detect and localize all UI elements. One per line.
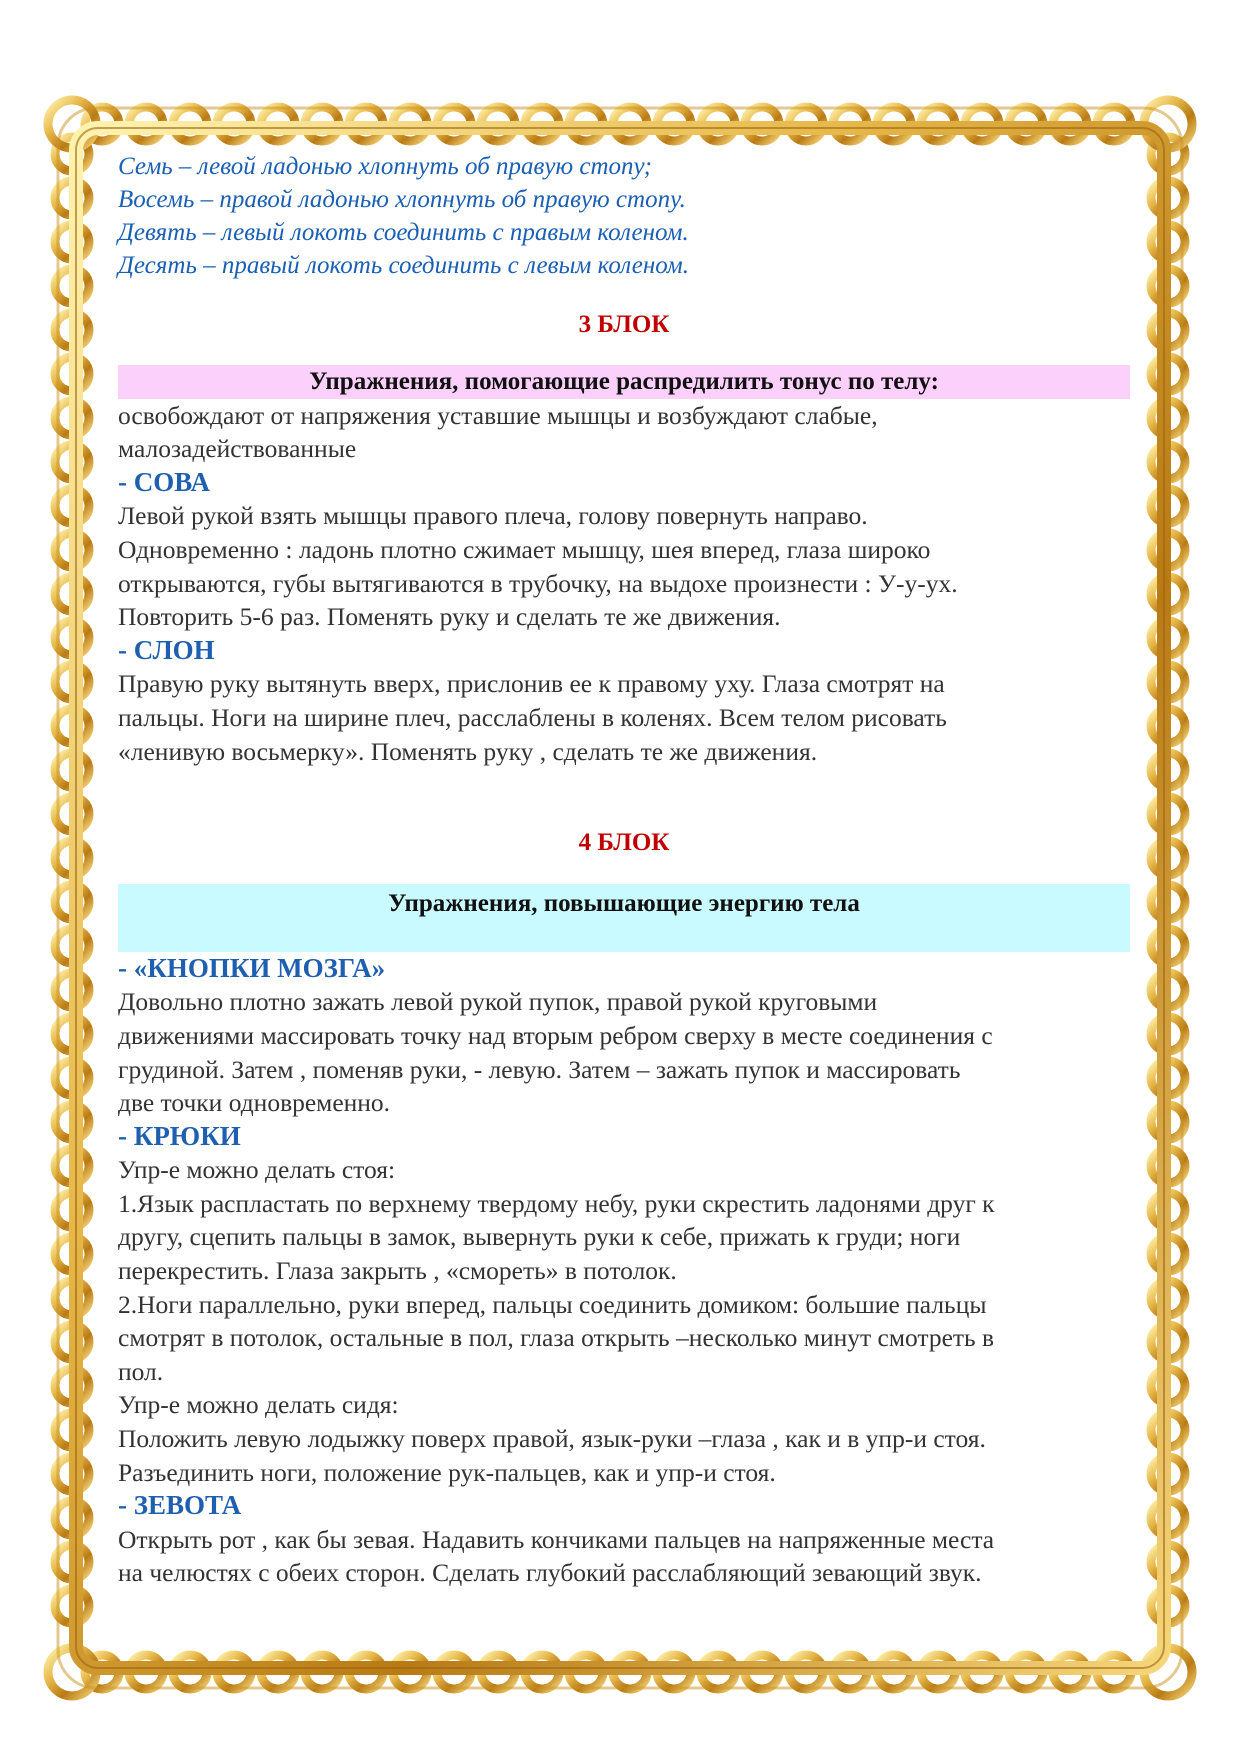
text-line: Десять – правый локоть соединить с левым коленом. [118, 252, 690, 279]
text-line: Разъединить ноги, положение рук-пальцев, как и упр-и стоя. [118, 1457, 776, 1487]
section-heading-sova: - СОВА [118, 466, 211, 497]
block-3-intro [118, 399, 1130, 466]
text-line: движениями массировать точку над вторым ребром сверху в месте соединения с [118, 1020, 993, 1050]
text-line: смотрят в потолок, остальные в пол, глаза открыть –несколько минут смотреть в [118, 1323, 995, 1353]
text-line: освобождают от напряжения уставшие мышцы и возбуждают слабые, [118, 400, 878, 430]
section-text-zevota [118, 1523, 1130, 1590]
text-line: Повторить 5-6 раз. Поменять руку и сделать те же движения. [118, 602, 781, 632]
text-line: две точки одновременно. [118, 1088, 391, 1118]
text-line: Девять – левый локоть соединить с правым коленом. [118, 219, 689, 246]
text-line: 1.Язык распластать по верхнему твердому небу, руки скрестить ладонями друг к [118, 1188, 995, 1218]
page-content [118, 150, 1130, 1590]
text-line: на челюстях с обеих сторон. Сделать глубокий расслабляющий зевающий звук. [118, 1558, 982, 1588]
text-line: Довольно плотно зажать левой рукой пупок, правой рукой круговыми [118, 987, 878, 1017]
block-3-band: Упражнения, помогающие распредилить тонус по телу: [118, 365, 1130, 399]
intro-list [118, 150, 1130, 282]
text-line: открываются, губы вытягиваются в трубочку, на выдохе произнести : У-у-ух. [118, 568, 958, 598]
text-line: малозадействованные [118, 434, 357, 464]
text-line: перекрестить. Глаза закрыть , «смореть» в потолок. [118, 1256, 677, 1286]
text-line: Восемь – правой ладонью хлопнуть об правую стопу. [118, 186, 686, 213]
block-4-title: 4 БЛОК [578, 829, 670, 857]
text-line: Упр-е можно делать стоя: [118, 1155, 396, 1185]
text-line: Открыть рот , как бы зевая. Надавить кончиками пальцев на напряженные места [118, 1524, 995, 1554]
text-line: 2.Ноги параллельно, руки вперед, пальцы соединить домиком: большие пальцы [118, 1289, 987, 1319]
block-4-band: Упражнения, повышающие энергию тела [118, 884, 1130, 952]
section-heading-zevota: - ЗЕВОТА [118, 1490, 242, 1521]
text-line: Положить левую лодыжку поверх правой, язык-руки –глаза , как и в упр-и стоя. [118, 1424, 986, 1454]
section-text-knopki-mozga [118, 985, 1130, 1119]
section-heading-kryuki: - КРЮКИ [118, 1120, 241, 1151]
text-line: Левой рукой взять мышцы правого плеча, голову повернуть направо. [118, 501, 868, 531]
block-3-title: 3 БЛОК [578, 311, 670, 338]
text-line: Упр-е можно делать сидя: [118, 1390, 399, 1420]
section-text-kryuki [118, 1153, 1130, 1489]
text-line: другу, сцепить пальцы в замок, вывернуть руки к себе, прижать к груди; ноги [118, 1222, 961, 1252]
text-line: Семь – левой ладонью хлопнуть об правую стопу; [118, 153, 652, 180]
section-text-sova [118, 499, 1130, 633]
text-line: Одновременно : ладонь плотно сжимает мышцу, шея вперед, глаза широко [118, 534, 931, 564]
text-line: Правую руку вытянуть вверх, прислонив ее к правому уху. Глаза смотрят на [118, 669, 945, 699]
text-line: «ленивую восьмерку». Поменять руку , сделать те же движения. [118, 736, 818, 766]
text-line: пальцы. Ноги на ширине плеч, расслаблены в коленях. Всем телом рисовать [118, 702, 947, 732]
section-heading-knopki-mozga: - «КНОПКИ МОЗГА» [118, 952, 386, 983]
section-text-slon [118, 667, 1130, 768]
text-line: грудиной. Затем , поменяв руки, - левую. Затем – зажать пупок и массировать [118, 1054, 961, 1084]
text-line: пол. [118, 1356, 164, 1386]
section-heading-slon: - СЛОН [118, 634, 215, 665]
